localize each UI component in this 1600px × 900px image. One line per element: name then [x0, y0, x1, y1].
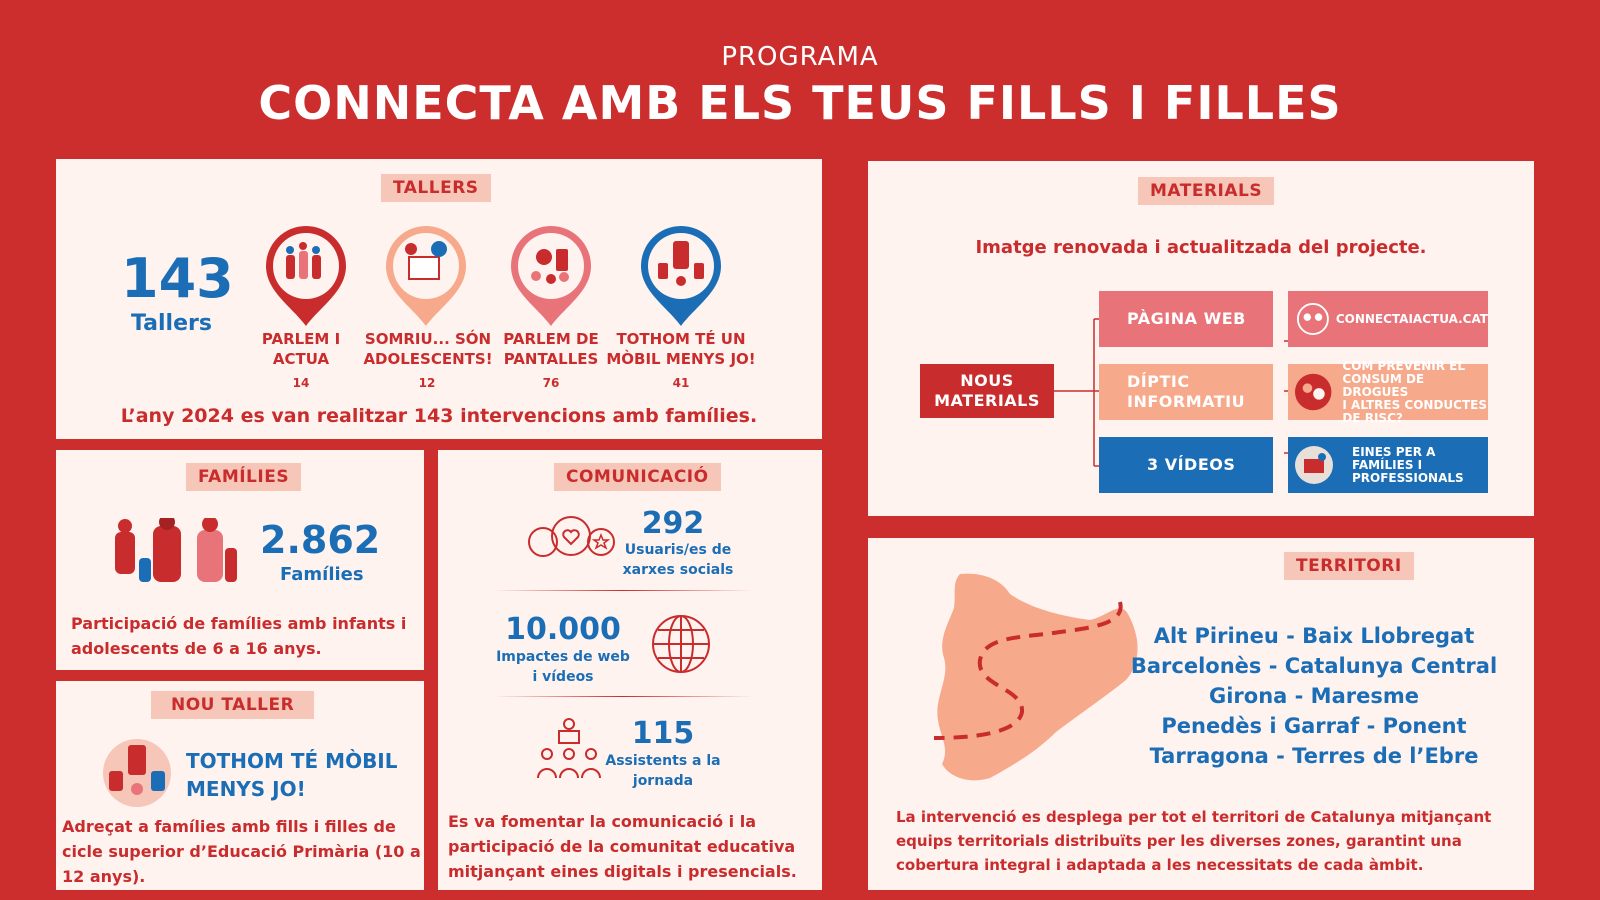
stat-label-line: Usuaris/es de	[624, 542, 732, 558]
phones-icon	[101, 737, 173, 809]
diptic-preview[interactable]	[1288, 358, 1488, 425]
materials-subtitle: Imatge renovada i actualitzada del projecte.	[975, 237, 1427, 258]
comunicacio-stat-label	[593, 751, 733, 791]
preview-line: DE RISC?	[1342, 410, 1403, 425]
taller-count-pantalles: 76	[542, 376, 560, 390]
taller-count-parlem-actua: 14	[292, 376, 310, 390]
taller-label-line: TOTHOM TÉ UN	[616, 330, 746, 348]
mobil-icon	[636, 221, 726, 331]
material-label: INFORMATIU	[1127, 392, 1246, 411]
tallers-card	[56, 159, 822, 439]
tallers-tag: TALLERS	[381, 174, 491, 202]
stat-label-line: jornada	[632, 773, 694, 789]
taller-label-line: PARLEM I	[261, 330, 341, 348]
families-count-label: Famílies	[280, 564, 364, 585]
divider	[493, 696, 753, 697]
material-label: DÍPTIC	[1127, 372, 1190, 391]
preview-line: EINES PER A	[1352, 444, 1436, 459]
region-line: Girona - Maresme	[1209, 684, 1419, 708]
nou-taller-title-line: MENYS JO!	[186, 777, 306, 801]
taller-label-line: PARLEM DE	[503, 330, 599, 348]
comunicacio-stat-value: 115	[631, 716, 695, 751]
families-tag: FAMÍLIES	[186, 463, 301, 491]
taller-label-line: MÒBIL MENYS JO!	[606, 350, 756, 368]
families-count: 2.862	[260, 518, 381, 562]
taller-label-line: ACTUA	[272, 350, 330, 368]
stat-label-line: Assistents a la	[605, 753, 721, 769]
material-label: 3 VÍDEOS	[1147, 455, 1236, 474]
region-line: Tarragona - Terres de l’Ebre	[1149, 744, 1479, 768]
preview-line: COM PREVENIR EL	[1342, 358, 1466, 373]
web-preview[interactable]	[1288, 291, 1488, 347]
diptic-thumbnail-icon	[1294, 372, 1332, 412]
taller-label-mobil	[601, 329, 761, 369]
taller-count-mobil: 41	[672, 376, 690, 390]
tallers-count: 143	[121, 247, 234, 310]
videos-preview[interactable]	[1288, 437, 1488, 493]
videos-preview-text	[1352, 446, 1464, 485]
materials-tag: MATERIALS	[1138, 177, 1274, 205]
material-diptic[interactable]	[1099, 364, 1273, 420]
region-line: Penedès i Garraf - Ponent	[1161, 714, 1467, 738]
material-videos[interactable]	[1099, 437, 1273, 493]
nou-taller-title	[186, 747, 398, 803]
nou-taller-card	[56, 681, 424, 890]
material-pagina-web[interactable]	[1099, 291, 1273, 347]
taller-label-line: ADOLESCENTS!	[363, 350, 493, 368]
comunicacio-stat-value: 292	[641, 506, 705, 541]
materials-root	[920, 364, 1054, 418]
territori-description: La intervenció es desplega per tot el territori de Catalunya mitjançant equips territorials distribuïts per les diverses zones, garantint una cobertura integral i adaptada a les necessitats de cada àmbit.	[896, 808, 1492, 874]
preview-line: I ALTRES CONDUCTES	[1342, 397, 1488, 412]
globe-icon	[650, 613, 712, 675]
pantalles-icon	[506, 221, 596, 331]
stat-label-line: i vídeos	[532, 669, 594, 685]
stat-label-line: xarxes socials	[622, 562, 734, 578]
program-subtitle: PROGRAMA	[721, 42, 879, 72]
region-line: Barcelonès - Catalunya Central	[1130, 654, 1498, 678]
comunicacio-stat-value: 10.000	[505, 612, 621, 647]
family-icon	[111, 518, 241, 590]
website-logo-icon	[1296, 301, 1330, 337]
preview-line: CONSUM DE DROGUES	[1342, 371, 1425, 399]
material-label: PÀGINA WEB	[1127, 309, 1246, 328]
web-preview-text: CONNECTAIACTUA.CAT	[1335, 311, 1488, 326]
preview-line: FAMÍLIES I	[1352, 457, 1423, 472]
stat-label-line: Impactes de web	[496, 649, 630, 665]
taller-label-line: PANTALLES	[503, 350, 599, 368]
parlem-actua-icon	[261, 221, 351, 331]
divider	[493, 590, 753, 591]
territori-card	[868, 538, 1534, 890]
nou-taller-description: Adreçat a famílies amb fills i filles de cicle superior d’Educació Primària (10 a 12 anys).	[62, 817, 421, 886]
diptic-preview-text	[1342, 360, 1488, 425]
root-line: MATERIALS	[934, 391, 1040, 410]
tallers-count-label: Tallers	[131, 311, 212, 336]
materials-card	[868, 161, 1534, 516]
region-line: Alt Pirineu - Baix Llobregat	[1153, 624, 1475, 648]
comunicacio-stat-label	[483, 647, 643, 687]
preview-line: PROFESSIONALS	[1352, 470, 1464, 485]
families-card	[56, 450, 424, 670]
comunicacio-stat-label	[598, 540, 758, 580]
nou-taller-title-line: TOTHOM TÉ MÒBIL	[186, 749, 398, 773]
comunicacio-tag: COMUNICACIÓ	[554, 463, 721, 491]
taller-count-somriu: 12	[418, 376, 436, 390]
taller-label-line: SOMRIU... SÓN	[364, 330, 492, 348]
families-description: Participació de famílies amb infants i adolescents de 6 a 16 anys.	[71, 614, 407, 658]
comunicacio-card	[438, 450, 822, 890]
tallers-footer: L’any 2024 es van realitzar 143 intervencions amb famílies.	[120, 405, 758, 427]
page-title: CONNECTA AMB ELS TEUS FILLS I FILLES	[258, 76, 1342, 130]
comunicacio-description: Es va fomentar la comunicació i la participació de la comunitat educativa mitjançant eines digitals i presencials.	[448, 812, 797, 881]
nou-taller-tag: NOU TALLER	[151, 691, 314, 719]
somriu-icon	[381, 221, 471, 331]
root-line: NOUS	[960, 371, 1014, 390]
video-thumbnail-icon	[1294, 445, 1334, 485]
territori-tag: TERRITORI	[1284, 552, 1414, 580]
